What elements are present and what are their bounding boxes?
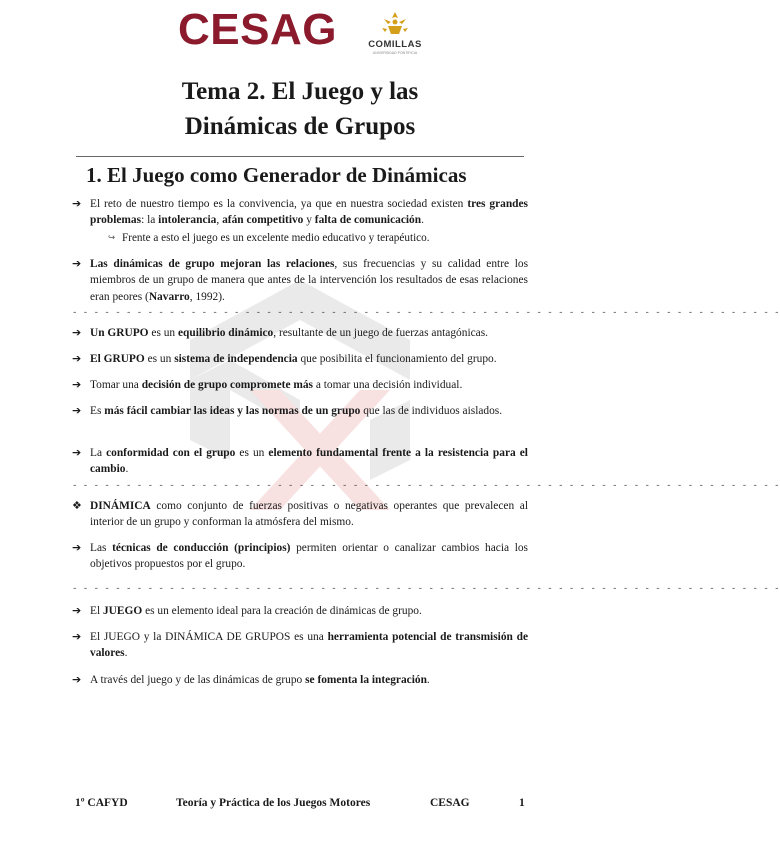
- bold-run: más fácil cambiar las ideas y las normas de un grupo: [104, 405, 361, 417]
- footer-subject: Teoría y Práctica de los Juegos Motores: [176, 797, 371, 809]
- text-run: .: [426, 674, 430, 686]
- bold-run: El GRUPO: [90, 353, 145, 365]
- bullet-herramienta-valores: [72, 629, 528, 662]
- arrow-bullet-icon: ➔: [72, 446, 82, 459]
- bold-run: intolerancia: [158, 214, 217, 227]
- bold-run: elemento fundamental frente a la resistencia para el cambio: [90, 447, 528, 476]
- sub-bullet-text: Frente a esto el juego es un excelente medio educativo y terapéutico.: [122, 232, 430, 244]
- bold-run: falta de comunicación: [314, 214, 422, 227]
- bullet-dinamica: [72, 498, 528, 531]
- bullet-tecnicas-conduccion: [72, 540, 528, 573]
- text-run: es un elemento ideal para la creación de dinámicas de grupo.: [142, 605, 422, 617]
- bullet-integracion: [72, 672, 528, 688]
- footer-institution: CESAG: [430, 797, 470, 809]
- text-run: .: [124, 647, 128, 660]
- text-run: , 1992).: [189, 290, 225, 303]
- title-divider: [76, 156, 524, 157]
- bold-run: se fomenta la integración: [305, 674, 427, 686]
- bullet-dinamicas-relaciones: [72, 256, 528, 305]
- bold-run: DINÁMICA: [90, 500, 151, 512]
- arrow-bullet-icon: ➔: [72, 257, 82, 270]
- text-run: Las: [90, 542, 113, 554]
- bullet-text: [90, 377, 528, 393]
- text-run: A través del juego y de las dinámicas de grupo: [90, 674, 306, 686]
- bullet-text: [90, 445, 528, 478]
- arrow-bullet-icon: ➔: [72, 326, 82, 339]
- bullet-text: [90, 629, 528, 662]
- cesag-logo: CESAG: [178, 5, 337, 54]
- bold-run: Las dinámicas de grupo mejoran las relaciones: [90, 258, 335, 270]
- arrow-bullet-icon: ➔: [72, 352, 82, 365]
- arrow-bullet-icon: ➔: [72, 630, 82, 643]
- bold-run: Un GRUPO: [90, 327, 149, 339]
- bold-run: afán competitivo: [222, 214, 304, 227]
- bold-run: conformidad con el grupo: [106, 447, 236, 459]
- text-run: , sus frecuencias y su calidad entre los miembros de un grupo de manera que antes de la intervención los resultados de esas relaciones eran peores (: [90, 258, 528, 303]
- bold-run: decisión de grupo compromete más: [141, 379, 313, 391]
- text-run: a tomar una decisión individual.: [312, 379, 463, 391]
- bullet-text: [90, 603, 528, 619]
- dashed-separator: - - - - - - - - - - - - - - - - - - - - - - - - - - - - - - - - - - - - - - - - - - - - - - - - - - - - - - - - - - - - - - - - - -: [72, 481, 780, 491]
- bullet-text: [90, 540, 528, 573]
- bullet-conformidad: [72, 445, 528, 478]
- bold-run: herramienta potencial de transmisión de valores: [90, 631, 529, 660]
- bold-run: JUEGO: [102, 605, 143, 617]
- arrow-bullet-icon: ➔: [72, 541, 82, 554]
- bullet-text: [90, 351, 528, 367]
- sub-bullet-juego-educativo: [108, 230, 528, 246]
- text-run: que posibilita el funcionamiento del grupo.: [297, 353, 497, 365]
- comillas-wordmark: COMILLAS: [368, 39, 422, 50]
- arrow-bullet-icon: ➔: [72, 197, 82, 210]
- text-run: .: [125, 463, 129, 476]
- bold-run: Navarro: [148, 290, 190, 303]
- bold-run: técnicas de conducción (principios): [112, 542, 291, 554]
- text-run: Es: [90, 405, 105, 417]
- text-run: La: [90, 447, 107, 459]
- text-run: El reto de nuestro tiempo es la convivencia, ya que en nuestra sociedad existen: [90, 198, 468, 210]
- footer-page-number: 1: [519, 797, 525, 809]
- text-run: El JUEGO y la DINÁMICA DE GRUPOS es una: [90, 631, 328, 643]
- comillas-subtext: UNIVERSIDAD PONTIFICIA: [372, 51, 418, 55]
- section-heading: 1. El Juego como Generador de Dinámicas: [86, 163, 467, 187]
- text-run: , resultante de un juego de fuerzas antagónicas.: [273, 327, 489, 339]
- document-title: [0, 74, 600, 144]
- dashed-separator: - - - - - - - - - - - - - - - - - - - - - - - - - - - - - - - - - - - - - - - - - - - - - - - - - - - - - - - - - - - - - - - - - -: [72, 584, 780, 594]
- text-run: y: [303, 214, 315, 227]
- bold-run: tres grandes problemas: [90, 198, 528, 227]
- text-run: que las de individuos aislados.: [360, 405, 503, 417]
- title-line-2: Dinámicas de Grupos: [184, 113, 416, 140]
- bold-run: equilibrio dinámico: [177, 327, 274, 339]
- arrow-bullet-icon: ➔: [72, 673, 82, 686]
- title-line-1: Tema 2. El Juego y las: [181, 78, 419, 105]
- bullet-grupo-equilibrio: [72, 325, 528, 341]
- arrow-bullet-icon: ➔: [72, 404, 82, 417]
- text-run: permiten orientar o canalizar cambios hacia los objetivos propuestos por el grupo.: [90, 542, 528, 571]
- text-run: es un: [235, 447, 269, 459]
- bullet-text: [90, 325, 528, 341]
- diamond-bullet-icon: ❖: [72, 499, 82, 512]
- dashed-separator: - - - - - - - - - - - - - - - - - - - - - - - - - - - - - - - - - - - - - - - - - - - - - - - - - - - - - - - - - - - - - - - - - -: [72, 308, 780, 318]
- bullet-text: [90, 196, 528, 229]
- text-run: como conjunto de fuerzas positivas o negativas operantes que prevalecen al interior de un grupo y conforman la atmósfera del mismo.: [90, 500, 528, 529]
- text-run: : la: [141, 214, 159, 227]
- footer-course: 1º CAFYD: [75, 797, 128, 809]
- bullet-cambiar-ideas: [72, 403, 528, 419]
- bullet-decision-grupo: [72, 377, 528, 393]
- bullet-juego-ideal: [72, 603, 528, 619]
- bullet-text: [90, 256, 528, 305]
- text-run: .: [421, 214, 424, 227]
- arrow-bullet-icon: ➔: [72, 604, 82, 617]
- arrow-bullet-icon: ➔: [72, 378, 82, 391]
- bullet-text: [90, 403, 528, 419]
- bullet-convivencia: [72, 196, 528, 229]
- text-run: es un: [148, 327, 178, 339]
- text-run: ,: [216, 214, 223, 227]
- bullet-grupo-sistema: [72, 351, 528, 367]
- text-run: Tomar una: [90, 379, 142, 391]
- text-run: es un: [144, 353, 175, 365]
- bullet-text: [90, 498, 528, 531]
- bullet-text: [90, 672, 528, 688]
- comillas-emblem-icon: [378, 10, 412, 38]
- small-arrow-icon: ↪: [108, 233, 116, 243]
- text-run: El: [90, 605, 103, 617]
- comillas-logo: [360, 10, 430, 55]
- bold-run: sistema de independencia: [174, 353, 298, 365]
